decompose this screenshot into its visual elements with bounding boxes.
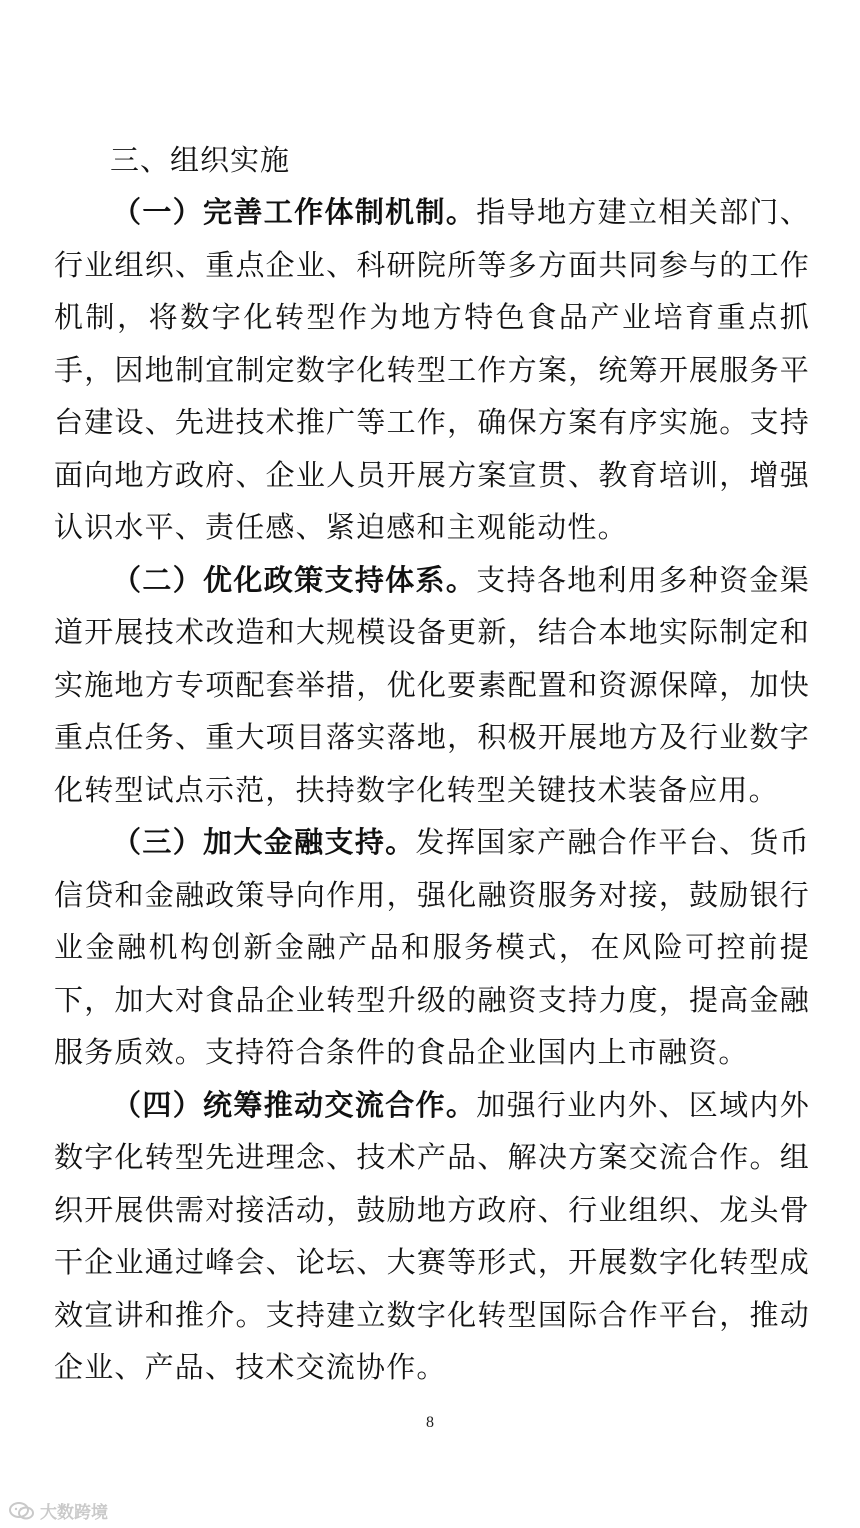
- paragraph-4-lead: （四）统筹推动交流合作。: [112, 1087, 477, 1122]
- paragraph-1: [54, 186, 810, 554]
- paragraph-2-body: 支持各地利用多种资金渠道开展技术改造和大规模设备更新，结合本地实际制定和实施地方专项配套举措，优化要素配置和资源保障，加快重点任务、重大项目落实落地，积极开展地方及行业数字化转型试点示范，扶持数字化转型关键技术装备应用。: [54, 562, 810, 807]
- paragraph-2: [54, 554, 810, 817]
- paragraph-4-body: 加强行业内外、区域内外数字化转型先进理念、技术产品、解决方案交流合作。组织开展供需对接活动，鼓励地方政府、行业组织、龙头骨干企业通过峰会、论坛、大赛等形式，开展数字化转型成效宣讲和推介。支持建立数字化转型国际合作平台，推动企业、产品、技术交流协作。: [54, 1087, 810, 1384]
- section-heading: 三、组织实施: [110, 143, 291, 177]
- paragraph-3-body: 发挥国家产融合作平台、货币信贷和金融政策导向作用，强化融资服务对接，鼓励银行业金融机构创新金融产品和服务模式，在风险可控前提下，加大对食品企业转型升级的融资支持力度，提高金融服务质效。支持符合条件的食品企业国内上市融资。: [54, 825, 810, 1069]
- paragraph-1-body: 指导地方建立相关部门、行业组织、重点企业、科研院所等多方面共同参与的工作机制，将数字化转型作为地方特色食品产业培育重点抓手，因地制宜制定数字化转型工作方案，统筹开展服务平台建设、先进技术推广等工作，确保方案有序实施。支持面向地方政府、企业人员开展方案宣贯、教育培训，增强认识水平、责任感、紧迫感和主观能动性。: [54, 195, 810, 544]
- wechat-logo-icon: [8, 1501, 36, 1521]
- paragraph-3-lead: （三）加大金融支持。: [112, 825, 416, 859]
- paragraph-1-lead: （一）完善工作体制机制。: [112, 195, 477, 229]
- paragraph-3: [54, 816, 810, 1079]
- document-body: [54, 134, 810, 1394]
- watermark-text: 大数跨境: [40, 1503, 108, 1523]
- paragraph-4: [54, 1079, 810, 1394]
- page-number: 8: [426, 1414, 434, 1431]
- watermark: [8, 1498, 108, 1523]
- paragraph-2-lead: （二）优化政策支持体系。: [112, 562, 477, 597]
